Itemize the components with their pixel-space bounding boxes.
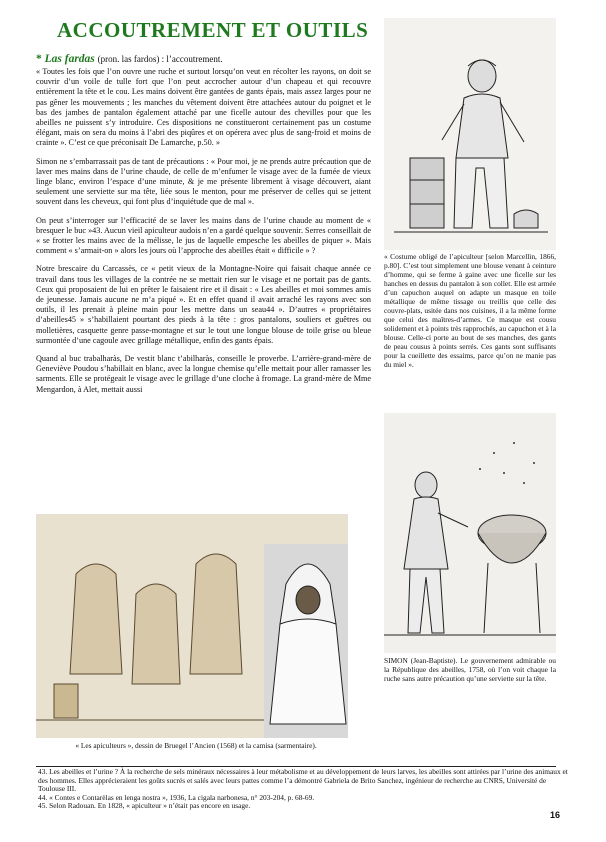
paragraph-1: « Toutes les fois que l’on ouvre une ruche et surtout lorsqu’on veut en récolter les rayons, on doit se couvrir d’un voile de tulle fort que l’on peut accrocher autour d’un chapeau et qui recouvre entièrement la tête et le cou. Les mains doivent être gantées de gants épais, mais assez larges pour ne pas gêner les mouvements ; les manches du vêtement doivent être attachées autour du poignet et le bas des jambes de pantalon également attaché par une ficelle autour des chevilles pour que les abeilles ne puissent s’y introduire. Ces dispositions ne constitueront certainement pas un costume élégant, mais on sera du moins à l’abri des piqûres et on opérera avec plus de sang-froid et moins de crainte ». C’est ce que préconisait De Lamarche, p.50. »: [36, 67, 371, 148]
page-title: ACCOUTREMENT ET OUTILS: [57, 18, 369, 42]
footnote-43: 43. Les abeilles et l’urine ? À la recherche de sels minéraux nécessaires à leur métabolisme et au développement de leurs larves, les abeilles sont attirées par l’urine des animaux et des hommes. Elles apprécieraient les goûts sucrés et salés avec leurs pattes comme l’a démontré Gabriela de Brito Sanchez, ingénieur de recherche au CNRS, Université de Toulouse III.: [38, 767, 568, 794]
heading-star: *: [36, 53, 42, 65]
paragraph-3: On peut s’interroger sur l’efficacité de se laver les mains dans de l’urine chaude au moment de « bresquer le buc »43. Aucun vieil apiculteur audois n’en a gardé quelque souvenir. Serres conseillait de « se frotter les mains avec de la mélisse, le jus de laquelle empesche les abeilles de piquer ». Mais comment « s’armait-on » alors les jours où l’approche des abeilles était « difficile » ?: [36, 215, 371, 256]
paragraph-2: Simon ne s’embarrassait pas de tant de précautions : « Pour moi, je ne prends autre précaution que de laver mes mains dans de l’urine chaude, de celle de m’enfumer le visage avec de la fumée de vieux linge blanc, environ l’espace d’une minute, & je me présente librement à visage découvert, aiant seulement une serviette sur ma tête, liée sous le menton, pour me préserver de celles qui se jettent souvent dans les cheveux, qui font plus d’inquiétude que de mal ».: [36, 156, 371, 207]
footnote-44: 44. « Contes e Contarèlas en lenga nostra », 1936, La cigala narbonesa, n° 203-204, p. 68-69.: [38, 792, 315, 802]
main-text-column: [36, 53, 371, 403]
footnotes: [38, 768, 568, 811]
bruegel-caption: « Les apiculteurs », dessin de Bruegel l’Ancien (1568) et la camisa (sarmentaire).: [75, 741, 317, 750]
simon-engraving: [384, 413, 556, 653]
bruegel-drawing: [36, 514, 348, 738]
beekeeper-costume-engraving: [384, 18, 556, 250]
simon-caption: SIMON (Jean-Baptiste). Le gouvernement admirable ou la République des abeilles, 1758, où l’on voit chaque la ruche sans autre précaution qu’une serviette sur la tête.: [384, 656, 556, 683]
heading-definition: : l’accoutrement.: [159, 54, 223, 64]
footnote-45: 45. Selon Radouan. En 1828, « apiculteur » n’était pas encore en usage.: [38, 801, 251, 811]
heading-pronunciation: (pron. las fardos): [97, 54, 160, 64]
paragraph-4: Notre brescaire du Carcassès, ce « petit vieux de la Montagne-Noire qui faisait chaque année ce travail dans tous les villages de la contrée ne se mettait rien sur le visage et ne portait pas de gants. Ceux qui proposaient de lui en prêter le faisaient rire et il disait : « Les abeilles et moi sommes amis de jeunesse. Jamais aucune ne m’a piqué ». Et en effet quand il avait arraché les rayons avec son outils, il les prenait à pleine main pour les mettre dans un seau44 ». D’autres « propriétaires d’abeilles45 » s’habillaient pourtant des pieds à la tête : gros pantalons, souliers et guêtres ou molletières, casquette genre passe-montagne et sur le tout une longue blouse de toile grise ou bleue surmontée d’une cagoule avec grillage métallique, enfin des gants épais.: [36, 264, 371, 345]
page-number: 16: [550, 810, 561, 820]
costume-caption: « Costume obligé de l’apiculteur [selon Marcellin, 1866, p.80]. C’est tout simplement une blouse venant à ceinture d’homme, qui se ferme à gaine avec une ficelle sur les hanches en dessus du pantalon à son collet. Elle est armée d’un capuchon auquel on adapte un masque en toile métallique de même tissage ou treillis que celle des couvre-plats, usitée dans nos cuisines, il a la même forme que celui des maîtres-d’armes. Ce masque est cousu solidement et à points très rapprochés, au capuchon et à la blouse. Celle-ci porte au bout de ses manches, des gants de peau cousus à points serrés. Ces gants sont suffisants pour la cueillette des essaims, parce qu’on ne manie pas du miel ».: [384, 252, 556, 369]
section-heading: [36, 53, 371, 66]
paragraph-5: Quand al buc trabalharàs, De vestit blanc t’abilharàs, conseille le proverbe. L’arrière-grand-mère de Geneviève Poudou s’habillait en blanc, avec la longue chemise qu’elle mettait pour aller ramasser les sarments. Elle se protégeait le visage avec le grillage d’une cloche à fromage. La grand-mère de Mme Mengardon, à Alet, mettait aussi: [36, 354, 371, 394]
heading-term: Las fardas: [44, 53, 95, 65]
